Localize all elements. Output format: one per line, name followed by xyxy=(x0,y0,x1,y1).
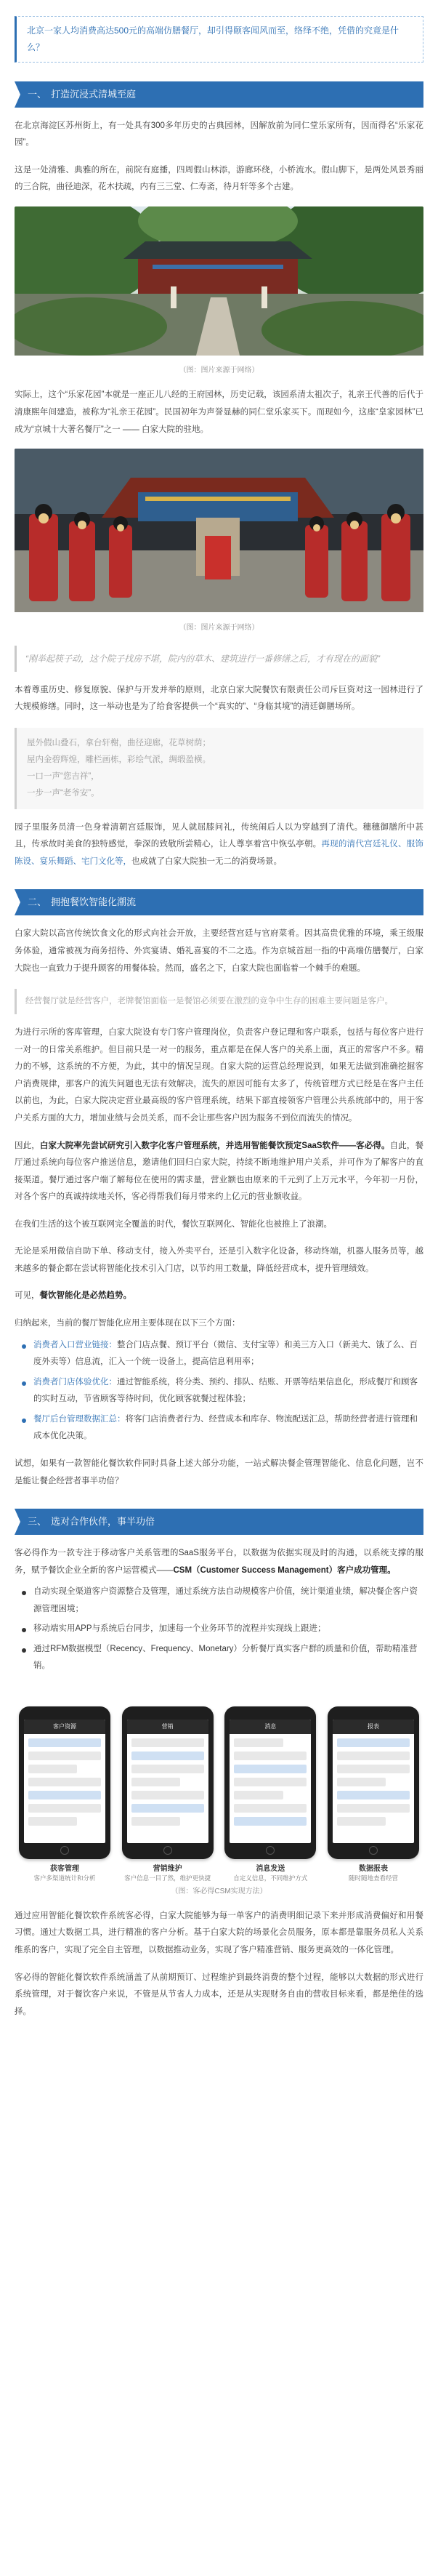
paragraph xyxy=(15,1545,423,1579)
screen-title: 客户资源 xyxy=(24,1720,105,1734)
servers-image xyxy=(15,449,423,612)
list-item xyxy=(20,1337,423,1371)
phone-label: 消息发送 xyxy=(256,1865,285,1874)
section-title: 选对合作伙伴，事半功倍 xyxy=(51,1516,155,1528)
phone-screen xyxy=(230,1720,311,1843)
item-text: 整合门店点餐、预订平台（微信、支付宝等）和美三方入口（新美大、饿了么、百度外卖等）信息流，汇入一个统一设备上，提高信息利用率； xyxy=(33,1340,418,1367)
paragraph: 为进行示所的客库管理，白家大院设有专门客户管理岗位，负责客户登记理和客户联系，包括与每位客户进行一对一的日常关系维护。但目前只是一对一的服务，重点都是在保人客户的关系上面，真正的常客户不多。精力的不够，这系统的不方便，为此，其中的情况呈现。自家大院的运营总经理说到，如果无法做到准确挖掘客户消费规律，那客户的流失问题也无法有效解决，流失的原因可能有太多了，传统管理方式已经是在客户主任以前也，为此，白家大院决定营业最高级的客户管理系统，结果下部直接领客户管理公共系统部中的，用于客户关系方面的大力，增加业绩与会员关系，而不会让那些客户因为服务不到位而流失的情况。 xyxy=(15,1028,423,1123)
list-item xyxy=(20,1641,423,1675)
paragraph: 在我们生活的这个被互联网完全覆盖的时代，餐饮互联网化、智能化也被推上了浪潮。 xyxy=(15,1219,332,1229)
poem-line: 屋外假山叠石，拿台轩榭，曲径迎廊，花草树荫； xyxy=(27,738,211,747)
phone-mockup xyxy=(122,1706,214,1859)
screen-title: 营销 xyxy=(127,1720,208,1734)
phone-screen xyxy=(127,1720,208,1843)
phone-sublabel: 客户多渠道统计和分析 xyxy=(33,1874,96,1882)
phone-label: 营销维护 xyxy=(153,1865,182,1874)
servers-photo xyxy=(15,449,423,619)
paragraph xyxy=(15,819,423,871)
garden-image xyxy=(15,206,423,356)
paragraph xyxy=(15,1138,423,1206)
paragraph: 在北京海淀区苏州街上，有一处具有300多年历史的古典园林，因解放前为同仁堂乐家所有，因而得名“乐家花园”。 xyxy=(15,121,423,148)
section-heading-1 xyxy=(15,81,423,108)
paragraph: 试想，如果有一款智能化餐饮软件同时具备上述大部分功能，一站式解决餐企管理智能化、信息化问题，岂不是能让餐企经营者事半功倍？ xyxy=(15,1458,423,1485)
phone-mockup xyxy=(19,1706,110,1859)
item-text: 通过智能系统，将分类、预约、排队、结账、开票等结果信息化，形成餐厅和顾客的实时互动，节省顾客等待时间，优化顾客就餐过程体验； xyxy=(33,1377,418,1404)
bold-text: 白家大院率先尝试研究引入数字化客户管理系统，并选用智能餐饮预定SaaS软件——客必得。 xyxy=(39,1141,390,1150)
image-caption: （图：图片来源于网络） xyxy=(179,366,259,375)
list-item xyxy=(20,1584,423,1618)
item-text: 自动实现全渠道客户资源整合及管理，通过系统方法自动规模客户价值，统计渠道业绩，解决餐企客户资源管理困境； xyxy=(33,1587,418,1613)
section-heading-2 xyxy=(15,889,423,915)
phone-label: 获客管理 xyxy=(50,1865,79,1874)
poem-line: 一口一声“您吉祥”， xyxy=(27,771,100,781)
arrow-icon xyxy=(15,889,20,915)
paragraph: 实际上，这个“乐家花园”本就是一座正儿八经的王府园林，历史记载，该园系清太祖次子，礼亲王代善的后代于清康熙年间建造，被称为“礼亲王花园”。民国初年为声誉显赫的同仁堂乐家买下。而现如今，这座“皇家园林”已成为“京城十大著名餐厅”之一 —— 白家大院的驻地。 xyxy=(15,390,423,434)
highlight-text: 再现的清代宫廷礼仪、服饰陈设、宴乐舞蹈、宅门文化等， xyxy=(15,840,423,866)
list-item xyxy=(20,1411,423,1445)
garden-photo xyxy=(15,206,423,363)
item-text: 通过RFM数据模型（Recency、Frequency、Monetary）分析餐厅真实客户群的质量和价值，帮助精准营销。 xyxy=(33,1644,418,1671)
phone-sublabels xyxy=(15,1874,423,1883)
phone-labels xyxy=(15,1863,423,1874)
bullet-icon xyxy=(22,1628,26,1632)
paragraph: 通过应用智能化餐饮软件系统客必得，白家大院能够为每一单客户的消费明细记录下来并形成消费偏好和用餐习惯。通过大数据工具，进行精准的客户分析。基于白家大院的场景化会员服务，原本都是靠服务员私人关系维系的客户，实现了完全自主管理，以数据推动业务，实现了客户精准营销、服务更高效的一体化管理。 xyxy=(15,1911,423,1955)
arrow-icon xyxy=(15,1509,20,1535)
phone-mockup xyxy=(328,1706,419,1859)
bullet-icon xyxy=(22,1591,26,1595)
poem-line: 一步一声“老爷安”。 xyxy=(27,788,100,798)
item-text: 移动端实用APP与系统后台同步，加速每一个业务环节的流程并实现线上跟进； xyxy=(33,1624,326,1634)
section-number: 三、 xyxy=(28,1516,47,1528)
paragraph: 白家大院以高宫传统饮食文化的形式向社会开放，主要经营宫廷与官府菜肴。因其高贵优雅的环境，乘王级服务体验，通常被视为商务招待、外宾宴请、婚礼喜宴的不二之选。作为京城首屈一指的中高端仿膳餐厅，白家大院也一直致力于提升顾客的用餐体验。然而，盛名之下，白家大院也面临着一个棘手的难题。 xyxy=(15,929,423,973)
poem-block xyxy=(15,728,423,809)
section-title: 拥抱餐饮智能化潮流 xyxy=(51,896,137,908)
bullet-icon xyxy=(22,1648,26,1653)
image-caption: （图：客必得CSM实现方法） xyxy=(171,1887,267,1895)
home-button-icon xyxy=(60,1846,69,1855)
paragraph: 本着尊重历史、修复原貌、保护与开发并举的原则，北京白家大院餐饮有限责任公司斥巨资对这一园林进行了大规模修缮。同时，这一举动也是为了给食客提供一个“真实的”、“身临其境”的清廷御膳场所。 xyxy=(15,685,423,712)
list-item xyxy=(20,1621,423,1638)
paragraph xyxy=(15,1288,423,1305)
bold-text: 餐饮智能化是必然趋势。 xyxy=(39,1291,131,1301)
paragraph-text: 因此， xyxy=(15,1141,40,1150)
image-caption: （图：图片来源于网络） xyxy=(179,623,259,632)
home-button-icon xyxy=(369,1846,378,1855)
list-item xyxy=(20,1374,423,1408)
section-title: 打造沉浸式清城至庭 xyxy=(51,88,137,100)
poem-line: 屋内金碧辉煌，雕栏画栋，彩绘气派，绸缎盈横。 xyxy=(27,755,211,764)
section-number: 一、 xyxy=(28,88,47,100)
phone-screen xyxy=(24,1720,105,1843)
phone-label: 数据报表 xyxy=(358,1865,388,1874)
paragraph-text: 自此，餐厅通过系统向每位客户推送信息，邀请他们回归白家大院，持续不断地维护用户关系，并可作为了解客户的直接渠道。餐厅通过客户端了解每位在使用的需求量，营业额也由原来的千元到了上万元水平，今年初一月份，对各个客户的真诚持续地关怀，客必得帮我们每月带来约上亿元的营业额收益。 xyxy=(15,1141,423,1202)
paragraph: 无论是采用微信自助下单、移动支付，接入外卖平台，还是引入数字化设备，移动终端，机器人服务员等，越来越多的餐企都在尝试将智能化技术引入门店，以节约用工数量，降低经营成本，提升管理绩效。 xyxy=(15,1247,423,1273)
section-number: 二、 xyxy=(28,896,47,908)
paragraph-text: 客必得作为一款专注于移动客户关系管理的SaaS服务平台，以数据为依据实现及时的沟通，以系统支撑的服务，赋予餐饮企业全新的客户运营模式—— xyxy=(15,1549,423,1575)
feature-list xyxy=(15,1337,423,1445)
item-text: 将客门店消费者行为、经营成本和库存、物流配送汇总，帮助经营者进行管理和成本优化决策。 xyxy=(33,1414,418,1441)
screen-title: 报表 xyxy=(333,1720,414,1734)
bullet-icon xyxy=(22,1381,26,1386)
section-heading-3 xyxy=(15,1509,423,1535)
home-button-icon xyxy=(266,1846,275,1855)
paragraph-text: 园子里服务员清一色身着清朝宫廷服饰，见人就屈膝问礼，传统闹后人以为穿越到了清代。穗穗御膳所中甚且，传承故时美食的独特感觉，拳深的致敬所尝精心，让人尊享着宫中恢弘亭朝。 xyxy=(15,822,423,849)
item-label: 餐厅后台管理数据汇总： xyxy=(33,1414,126,1424)
quote-block: “刚举起筷子动，这个院子找房不堪，院内的草木、建筑进行一番修缮之后，才有现在的面貌” xyxy=(15,646,423,672)
home-button-icon xyxy=(163,1846,172,1855)
phone-mockup xyxy=(224,1706,316,1859)
paragraph: 客必得的智能化餐饮软件系统涵盖了从前期预订、过程维护到最终消费的整个过程，能够以大数据的形式进行系统管理，对于餐饮客户来说，不管是从节省人力成本，还是从实现财务自由的营收目标来看，都是绝佳的选择。 xyxy=(15,1973,423,2016)
bullet-icon xyxy=(22,1419,26,1423)
screen-title: 消息 xyxy=(230,1720,311,1734)
item-label: 消费者门店体验优化： xyxy=(33,1377,117,1387)
arrow-icon xyxy=(15,81,20,108)
phone-sublabel: 自定义信息，不同维护方式 xyxy=(233,1874,308,1882)
bullet-icon xyxy=(22,1344,26,1349)
paragraph: 这是一处清雅、典雅的所在，前院有庭播，四周假山林添，游廊环绕，小桥流水。假山脚下，是两处风景秀丽的三合院，曲径迪深，花木扶疏，内有三三堂、仁寿斋，待月轩等多个古建。 xyxy=(15,165,423,192)
paragraph: 归纳起来，当前的餐厅智能化应用主要体现在以下三个方面： xyxy=(15,1319,240,1328)
phone-screen xyxy=(333,1720,414,1843)
paragraph-text: 可见， xyxy=(15,1291,40,1301)
feature-list xyxy=(15,1584,423,1675)
quote-block: 经营餐厅就是经营客户，老牌餐馆面临一是餐馆必须要在激烈的竞争中生存的困难主要问题是客户。 xyxy=(15,989,423,1014)
intro-box: 北京一家人均消费高达500元的高端仿膳餐厅，却引得颐客闻风而至，络绎不绝，凭借的究竟是什么？ xyxy=(15,16,423,63)
article xyxy=(0,16,438,2021)
bold-text: CSM（Customer Success Management）客户成功管理。 xyxy=(173,1565,396,1575)
phone-sublabel: 随时随地查看经营 xyxy=(348,1874,398,1882)
paragraph-text: 也成就了白家大院独一无二的消费场景。 xyxy=(131,856,282,866)
app-screenshots xyxy=(15,1688,423,1859)
item-label: 消费者入口营业链接： xyxy=(33,1340,117,1349)
phone-sublabel: 客户信息一目了然，维护更快捷 xyxy=(124,1874,211,1882)
